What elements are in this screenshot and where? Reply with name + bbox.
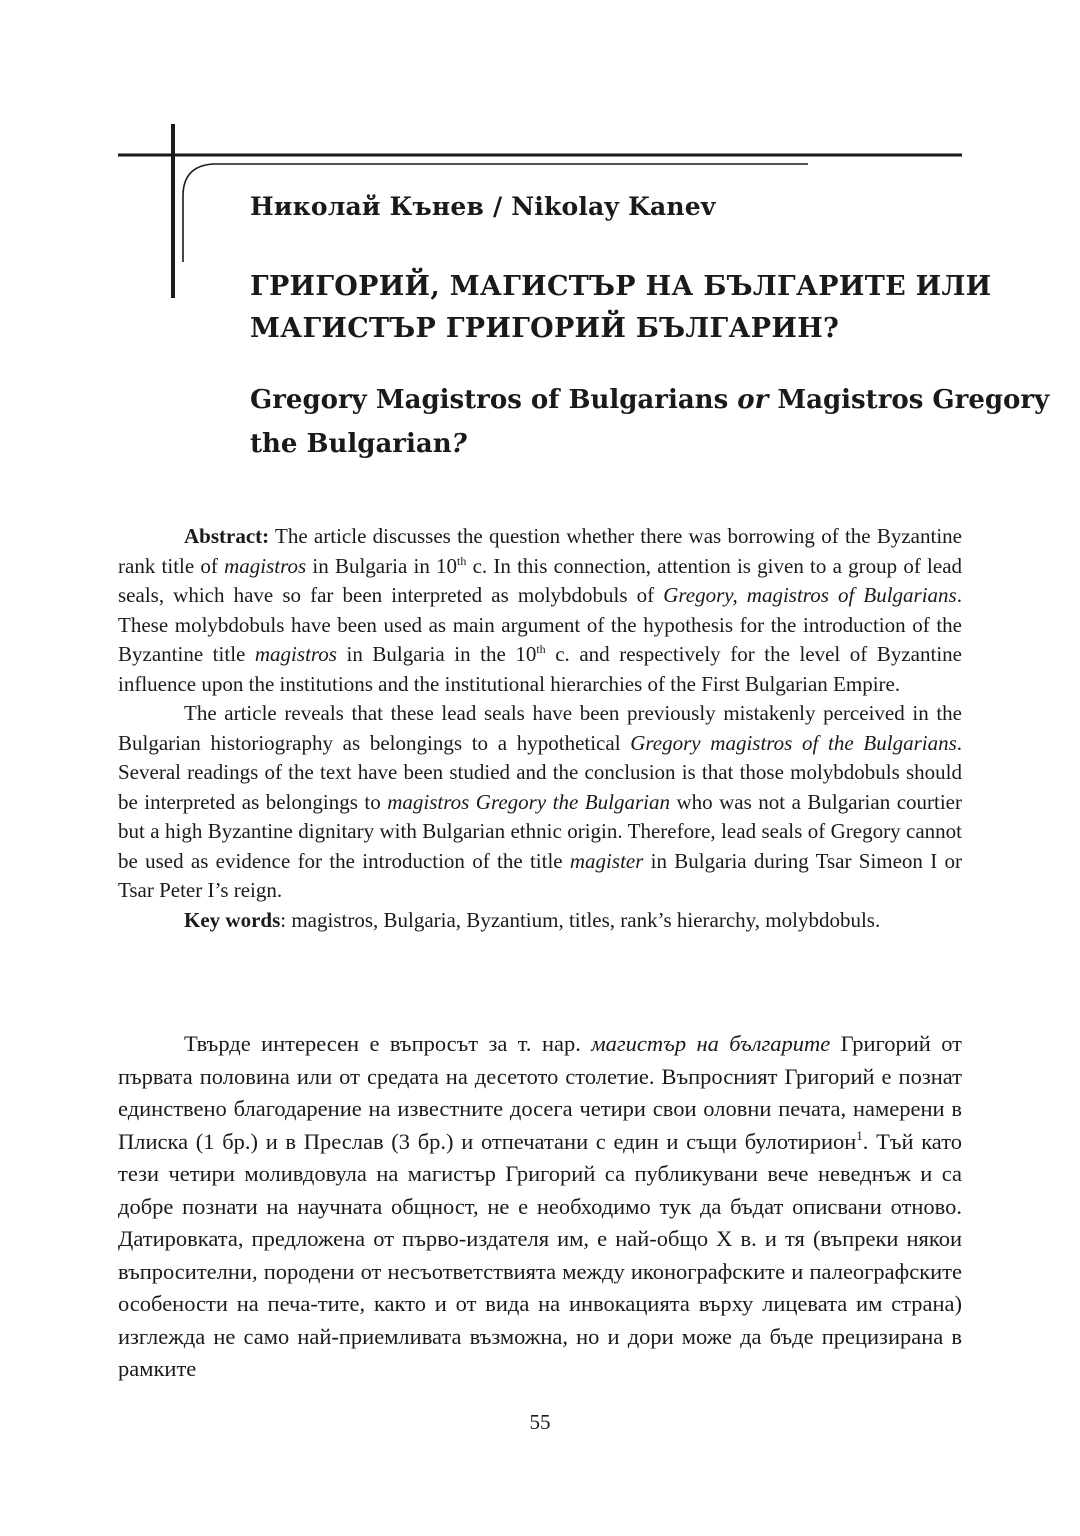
abstract-italic: magistros [254, 642, 337, 666]
abstract-paragraph [118, 699, 962, 906]
title-english [250, 378, 1050, 466]
keywords-paragraph [118, 906, 962, 936]
abstract-label: Abstract: [184, 524, 270, 548]
abstract-text: in Bulgaria during Tsar Simeon I or Tsar Peter I’s reign. [118, 848, 962, 902]
abstract-italic: magister [569, 848, 644, 873]
title-english-italic: or [737, 385, 769, 415]
abstract-italic: Gregory, magistros of Bulgarians [663, 583, 957, 607]
title-english-text: Gregory Magistros of Bulgarians [250, 385, 738, 415]
body-text-span: Твърде интересен е въпросът за т. нар. [184, 1031, 592, 1056]
title-english-italic: ? [451, 429, 467, 459]
superscript: th [457, 553, 467, 568]
abstract-section [118, 522, 962, 935]
abstract-italic: Gregory magistros of the Bulgarians [630, 730, 957, 755]
title-english-line [250, 378, 1050, 422]
title-english-line [250, 422, 980, 466]
title-english-text: the Bulgarian [250, 429, 452, 459]
body-text [118, 1028, 962, 1386]
abstract-text: c. and respectively for the level of Byzantine influence upon the institutions and the institutional hierarchies of the First Bulgarian Empire. [118, 642, 962, 696]
footnote-reference[interactable]: 1 [856, 1127, 863, 1143]
body-text-span: . Тъй като тези четири моливдовула на магистър Григорий са публикувани вече неведнъж и са добре познати на научната общност, не е необходимо тук да бъдат описвани отново. Датировката, предложена от първо-издателя им, е най-общо X в. и тя (въпреки някои въпросителни, породени от несъответствията между иконографските и палеографските особености на печа-тите, както и от вида на инвокацията върху лицевата им страна) изглежда не само най-приемливата възможна, но и дори може да бъде прецизирана в рамките [118, 1128, 962, 1381]
body-italic: магистър на българите [591, 1031, 831, 1056]
abstract-text: who was not a Bulgarian courtier but a high Byzantine dignitary with Bulgarian ethnic origin. Therefore, lead seals of Gregory cannot be used as evidence for the introduction of the title [118, 789, 962, 873]
keywords-label: Key words [184, 907, 281, 932]
abstract-italic: magistros [224, 553, 307, 578]
title-bulgarian [250, 266, 992, 350]
abstract-text: The article reveals that these lead seals have been previously mistakenly perceived in the Bulgarian historiography as belongings to a hypothetical [118, 701, 962, 755]
abstract-text: The article discusses the question whether there was borrowing of the Byzantine rank title of [118, 524, 962, 578]
abstract-text: . Several readings of the text have been studied and the conclusion is that those molybdobuls should be interpreted as belongings to [118, 730, 962, 814]
abstract-text: c. In this connection, attention is given to a group of lead seals, which have so far been interpreted as molybdobuls of [118, 553, 963, 607]
body-paragraph [118, 1028, 962, 1386]
superscript: th [536, 642, 546, 656]
abstract-text: in Bulgaria in the 10 [336, 642, 537, 666]
title-bulgarian-line: МАГИСТЪР ГРИГОРИЙ БЪЛГАРИН? [250, 313, 840, 344]
abstract-paragraph [118, 522, 962, 699]
abstract-italic: magistros Gregory the Bulgarian [387, 789, 670, 814]
title-english-text: Magistros Gregory [768, 385, 1050, 415]
abstract-text: . These molybdobuls have been used as main argument of the hypothesis for the introduction of the Byzantine title [118, 583, 962, 666]
abstract-text: in Bulgaria in 10 [306, 553, 458, 578]
title-bulgarian-line: ГРИГОРИЙ, МАГИСТЪР НА БЪЛГАРИТЕ ИЛИ [250, 271, 992, 302]
page-number: 55 [529, 1410, 551, 1434]
keywords-text: : magistros, Bulgaria, Byzantium, titles, rank’s hierarchy, molybdobuls. [280, 907, 881, 932]
author-name: Николай Кънев / Nikolay Kanev [250, 192, 716, 221]
body-text-span: Григорий от първата половина или от средата на десетото столетие. Въпросният Григорий е познат единствено благодарение на известните досега четири свои оловни печата, намерени в Плиска (1 бр.) и в Преслав (3 бр.) и отпечатани с един и същи булотирион [118, 1031, 962, 1154]
